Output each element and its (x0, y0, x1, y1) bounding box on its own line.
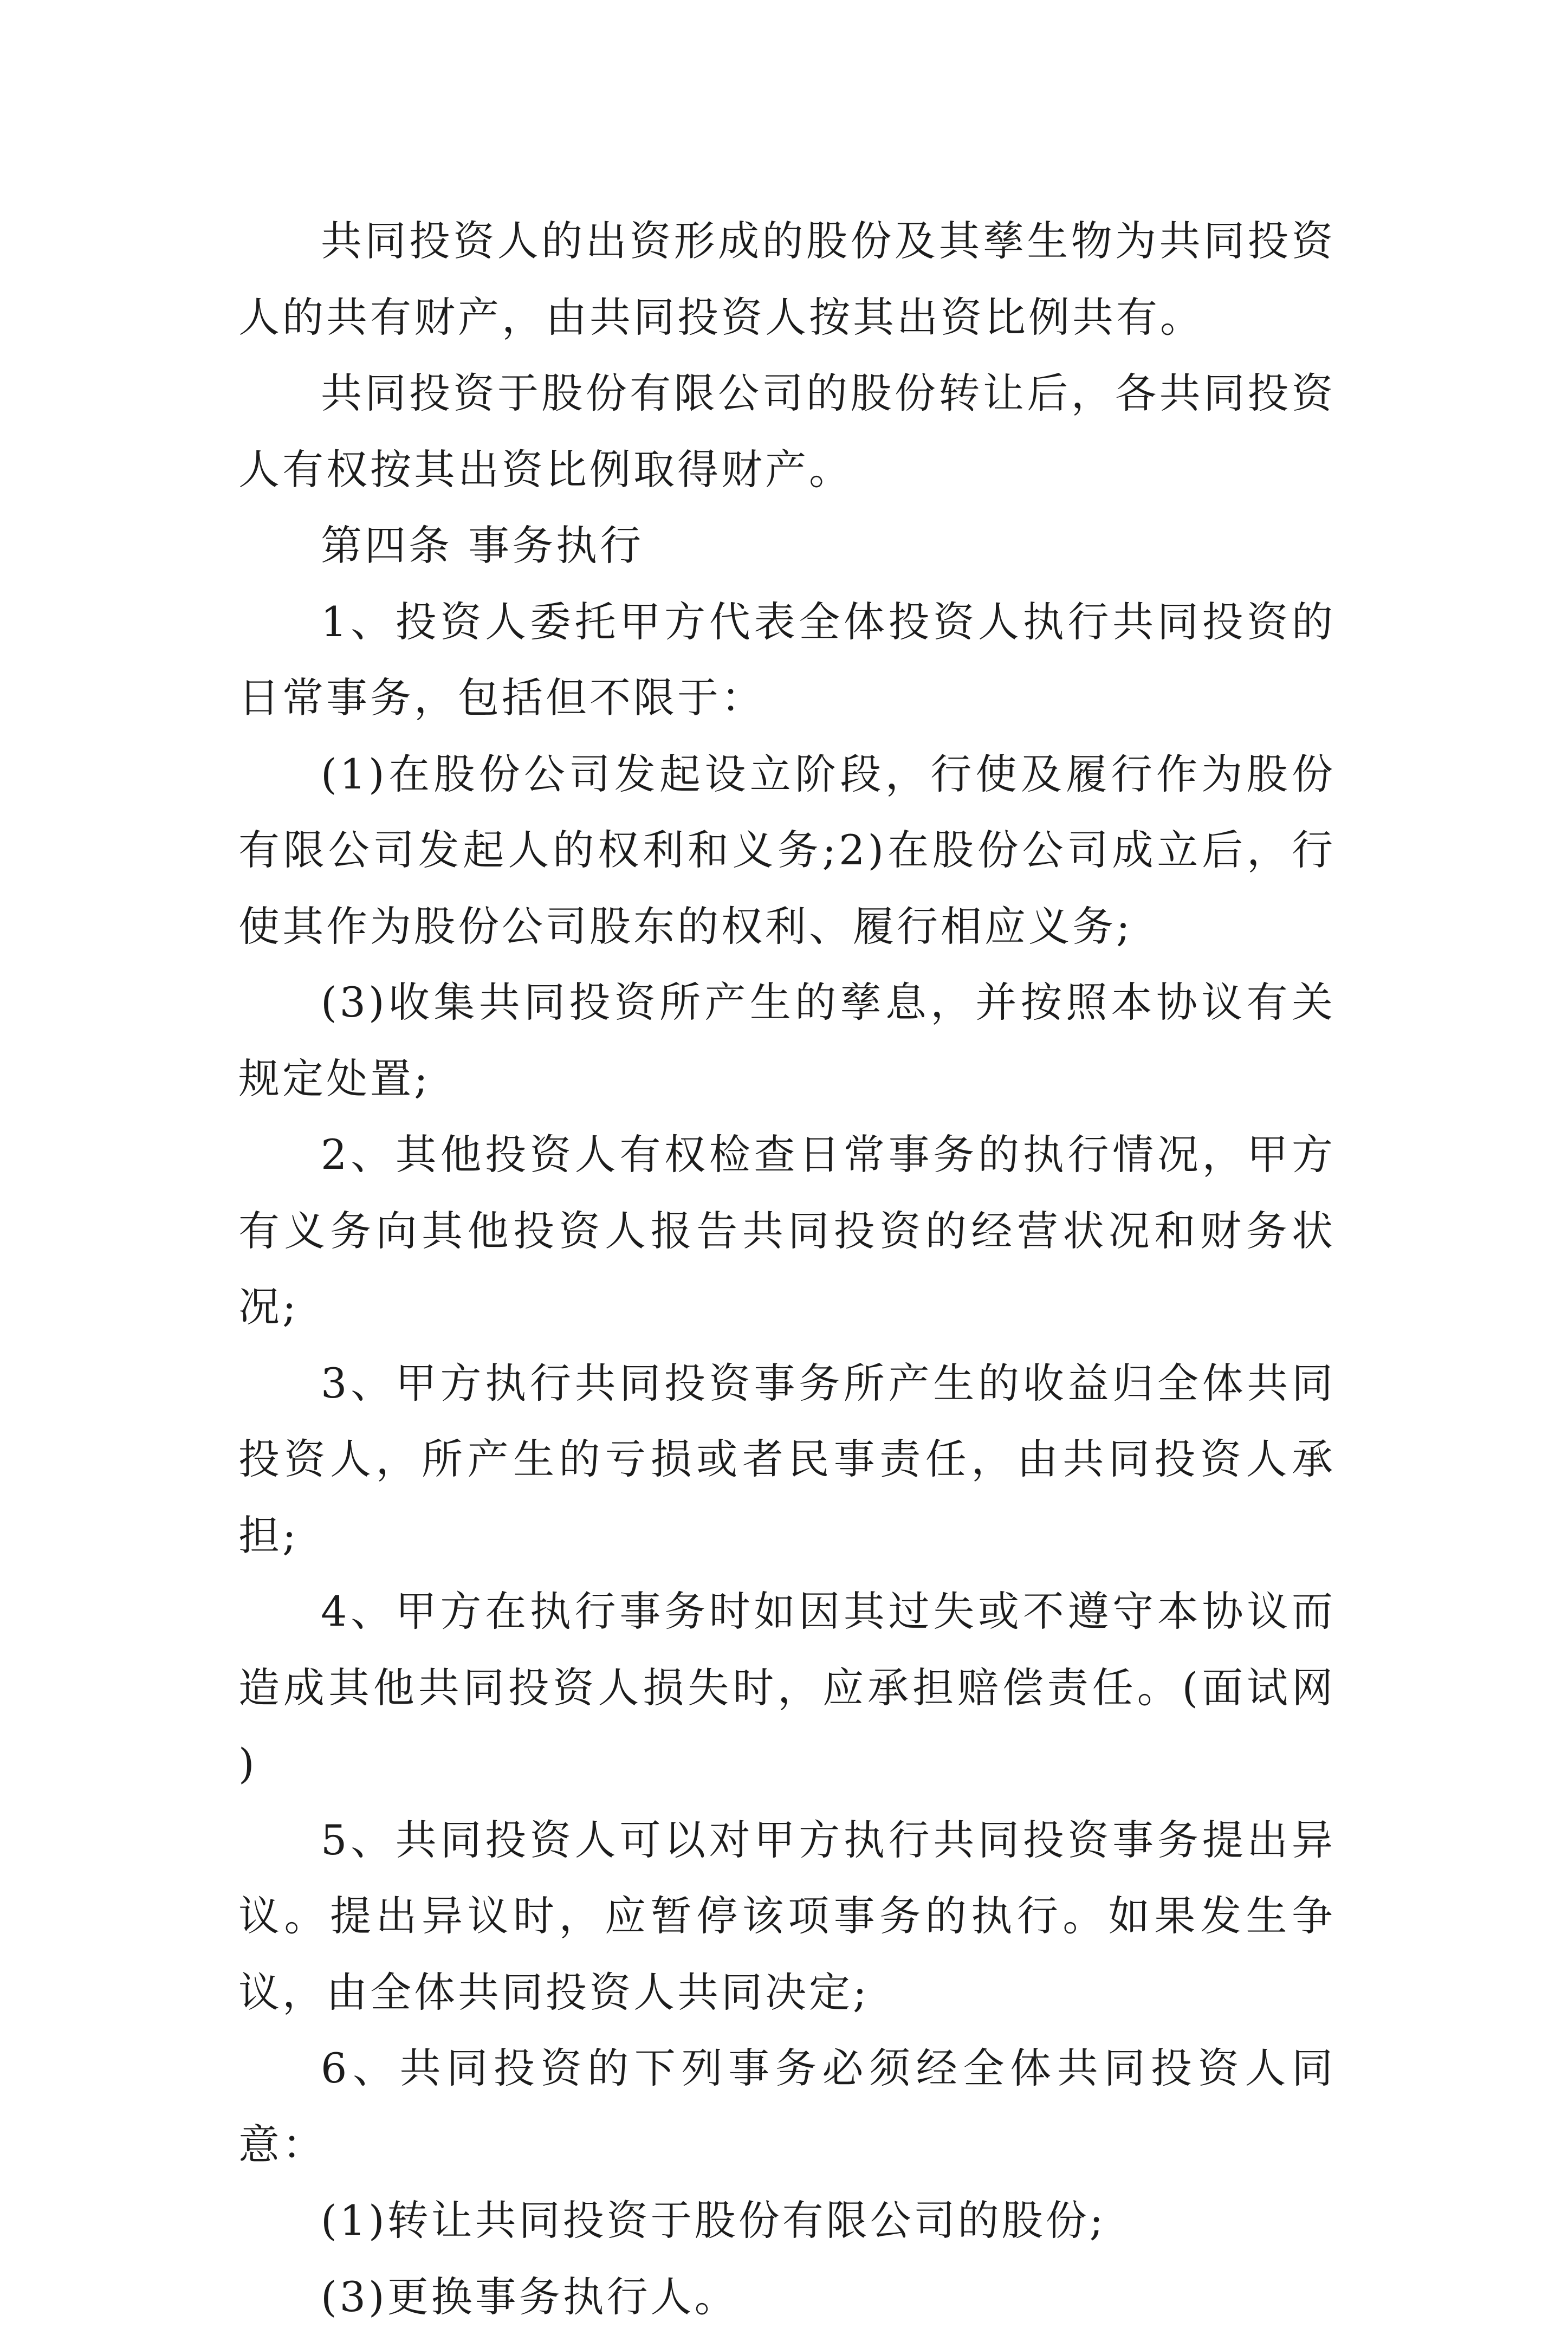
clause-subitem: (1)在股份公司发起设立阶段，行使及履行作为股份有限公司发起人的权利和义务;2)在股份公司成立后，行使其作为股份公司股东的权利、履行相应义务; (238, 736, 1336, 965)
clause-subitem: (3)收集共同投资所产生的孳息，并按照本协议有关规定处置; (238, 965, 1336, 1117)
article-heading: 第四条 事务执行 (238, 508, 1336, 584)
clause-subitem: (1)转让共同投资于股份有限公司的股份; (238, 2183, 1336, 2259)
clause-subitem: (3)更换事务执行人。 (238, 2259, 1336, 2335)
paragraph-share-transfer: 共同投资于股份有限公司的股份转让后，各共同投资人有权按其出资比例取得财产。 (238, 355, 1336, 508)
clause-item: 4、甲方在执行事务时如因其过失或不遵守本协议而造成其他共同投资人损失时，应承担赔偿责任。(面试网 ) (238, 1574, 1336, 1802)
clause-item: 2、其他投资人有权检查日常事务的执行情况，甲方有义务向其他投资人报告共同投资的经营状况和财务状况; (238, 1117, 1336, 1346)
clause-item: 6、共同投资的下列事务必须经全体共同投资人同意： (238, 2030, 1336, 2183)
clause-item: 1、投资人委托甲方代表全体投资人执行共同投资的日常事务，包括但不限于： (238, 584, 1336, 736)
document-body (238, 203, 1336, 2335)
paragraph-joint-property: 共同投资人的出资形成的股份及其孳生物为共同投资人的共有财产，由共同投资人按其出资比例共有。 (238, 203, 1336, 355)
clause-item: 5、共同投资人可以对甲方执行共同投资事务提出异议。提出异议时，应暂停该项事务的执行。如果发生争议，由全体共同投资人共同决定; (238, 1802, 1336, 2031)
clause-item: 3、甲方执行共同投资事务所产生的收益归全体共同投资人，所产生的亏损或者民事责任，由共同投资人承担; (238, 1346, 1336, 1574)
